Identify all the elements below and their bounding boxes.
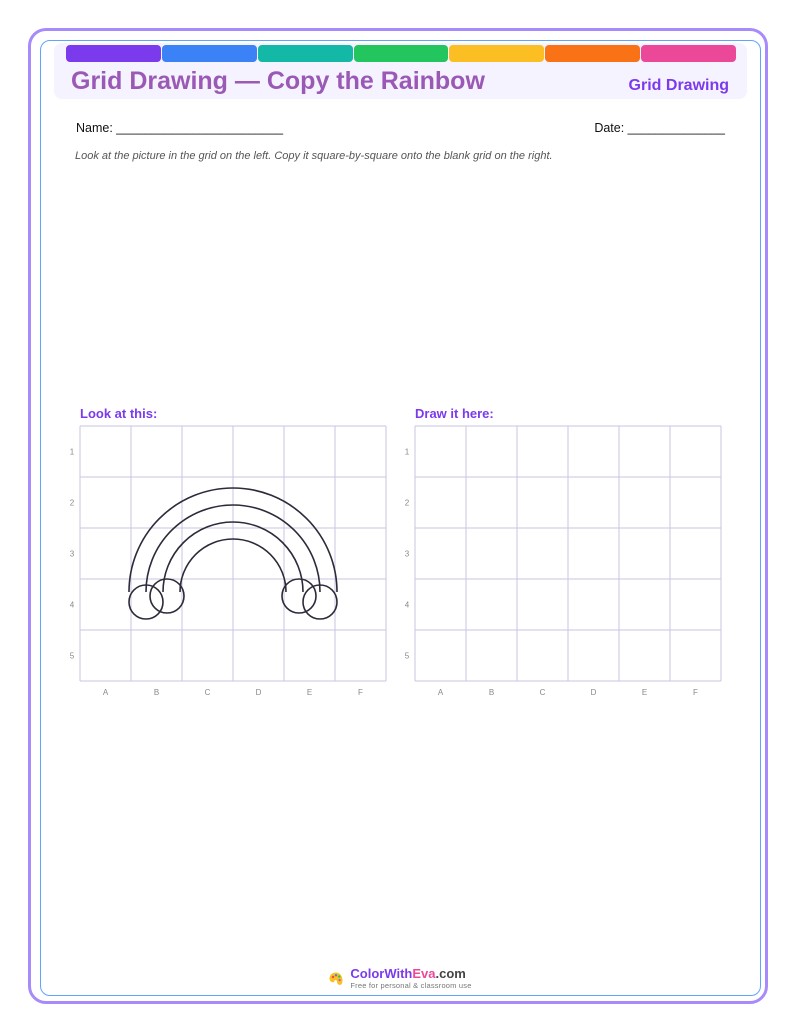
cloud-circle-right-a (282, 579, 316, 613)
brand-logo[interactable] (328, 967, 471, 990)
instructions-text: Look at the picture in the grid on the left. Copy it square-by-square onto the blank grid on the right. (75, 150, 553, 162)
drawing-grid-column-label: F (693, 688, 698, 697)
drawing-panel-label: Draw it here: (415, 406, 494, 421)
drawing-grid-column-label: C (539, 688, 546, 697)
page-title: Grid Drawing — Copy the Rainbow (71, 67, 485, 95)
reference-grid-row-label: 3 (69, 549, 75, 559)
drawing-grid-column-label: D (590, 688, 597, 697)
date-field[interactable]: Date: ______________ (594, 121, 725, 135)
stripe-segment (641, 45, 736, 62)
stripe-segment (162, 45, 257, 62)
name-field[interactable]: Name: ________________________ (76, 121, 284, 135)
drawing-grid-column-label: B (488, 688, 495, 697)
reference-grid-column-label: B (153, 688, 160, 697)
reference-grid-column-label: D (255, 688, 262, 697)
brand-tagline: Free for personal & classroom use (350, 981, 472, 990)
brand-name (350, 967, 471, 980)
drawing-grid-row-label: 5 (404, 651, 410, 661)
reference-grid-row-label: 5 (69, 651, 75, 661)
stripe-segment (449, 45, 544, 62)
reference-grid-row-label: 4 (69, 600, 75, 610)
reference-grid-column-label: E (306, 688, 313, 697)
footer (0, 967, 800, 992)
brand-domain: .com (435, 966, 466, 981)
brand-color-word: Color (350, 966, 385, 981)
rainbow-stripe-bar (66, 45, 736, 62)
worksheet-type-badge: Grid Drawing (628, 77, 729, 94)
palette-icon (328, 971, 344, 987)
drawing-grid-column-label: E (641, 688, 648, 697)
reference-grid-column-label: A (102, 688, 109, 697)
reference-panel-label: Look at this: (80, 406, 158, 421)
drawing-grid-row-label: 4 (404, 600, 410, 610)
reference-grid-column-label: C (204, 688, 211, 697)
reference-grid (60, 420, 390, 700)
drawing-grid-row-label: 1 (404, 447, 410, 457)
drawing-grid[interactable] (395, 420, 725, 700)
drawing-grid-row-label: 3 (404, 549, 410, 559)
stripe-segment (258, 45, 353, 62)
brand-with-word: With (384, 966, 413, 981)
drawing-grid-column-label: A (437, 688, 444, 697)
stripe-segment (66, 45, 161, 62)
drawing-grid-row-label: 2 (404, 498, 410, 508)
stripe-segment (354, 45, 449, 62)
stripe-segment (545, 45, 640, 62)
cloud-circle-left-b (150, 579, 184, 613)
reference-grid-row-label: 2 (69, 498, 75, 508)
brand-eva-word: Eva (412, 966, 436, 981)
reference-grid-column-label: F (358, 688, 363, 697)
reference-grid-row-label: 1 (69, 447, 75, 457)
